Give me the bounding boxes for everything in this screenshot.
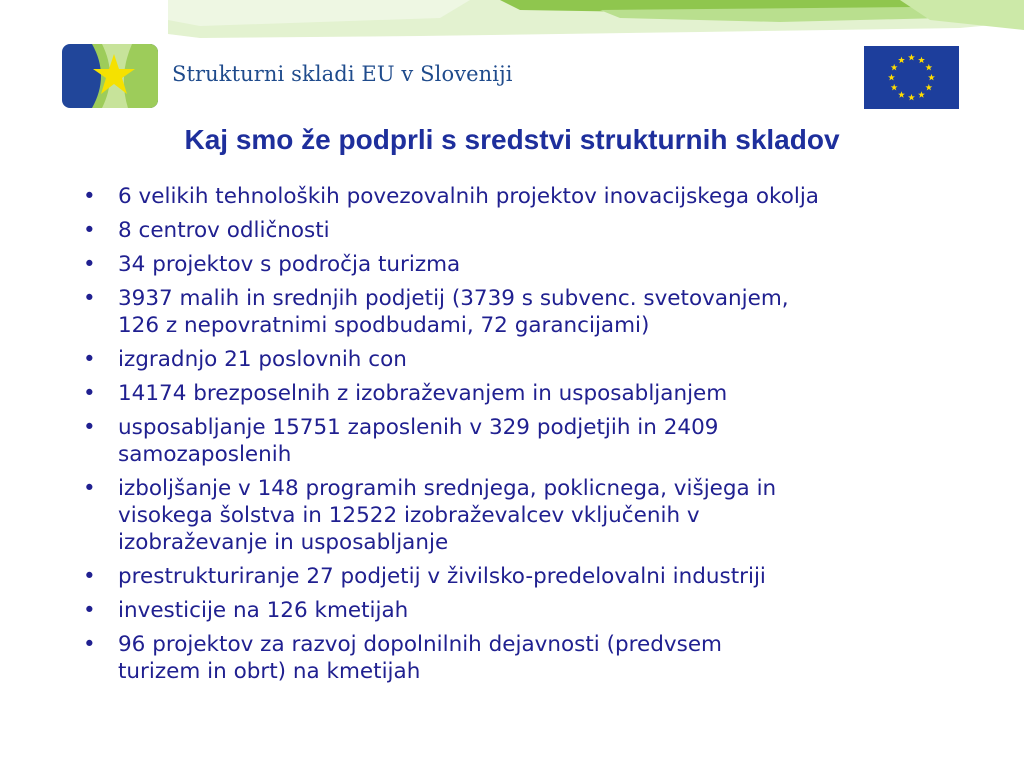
list-item-text: izgradnjo 21 poslovnih con — [118, 347, 407, 372]
list-item — [76, 563, 976, 590]
bullet-icon: • — [83, 598, 96, 623]
bullet-icon: • — [83, 184, 96, 209]
list-item-text: 14174 brezposelnih z izobraževanjem in usposabljanjem — [118, 381, 728, 406]
list-item-text: 96 projektov za razvoj dopolnilnih dejavnosti (predvsem turizem in obrt) na kmetijah — [118, 632, 722, 684]
list-item — [76, 346, 976, 373]
bullet-icon: • — [83, 381, 96, 406]
bullet-icon: • — [83, 564, 96, 589]
bullet-icon: • — [83, 347, 96, 372]
header-decoration — [0, 0, 1024, 40]
bullet-icon: • — [83, 415, 96, 440]
list-item — [76, 251, 976, 278]
list-item-text: 34 projektov s področja turizma — [118, 252, 461, 277]
list-item — [76, 597, 976, 624]
list-item — [76, 414, 976, 468]
slide-title: Kaj smo že podprli s sredstvi strukturnih skladov — [184, 124, 840, 155]
list-item — [76, 217, 976, 244]
list-item — [76, 380, 976, 407]
list-item — [76, 183, 976, 210]
list-item-text: 8 centrov odličnosti — [118, 218, 330, 243]
list-item — [76, 475, 976, 556]
bullet-list — [76, 183, 976, 692]
list-item-text: 6 velikih tehnoloških povezovalnih projektov inovacijskega okolja — [118, 184, 819, 209]
list-item-text: 3937 malih in srednjih podjetij (3739 s subvenc. svetovanjem, 126 z nepovratnimi spodbudami, 72 garancijami) — [118, 286, 789, 338]
bullet-icon: • — [83, 476, 96, 501]
bullet-icon: • — [83, 252, 96, 277]
list-item — [76, 631, 976, 685]
brand-title: Strukturni skladi EU v Sloveniji — [172, 62, 513, 86]
bullet-icon: • — [83, 218, 96, 243]
bullet-icon: • — [83, 632, 96, 657]
list-item-text: izboljšanje v 148 programih srednjega, poklicnega, višjega in visokega šolstva in 12522 izobraževalcev vključenih v izobraževanje in usposabljanje — [118, 476, 777, 555]
list-item — [76, 285, 976, 339]
list-item-text: investicije na 126 kmetijah — [118, 598, 409, 623]
eu-flag-icon — [864, 46, 959, 109]
list-item-text: usposabljanje 15751 zaposlenih v 329 podjetjih in 2409 samozaposlenih — [118, 415, 719, 467]
list-item-text: prestrukturiranje 27 podjetij v živilsko-predelovalni industriji — [118, 564, 766, 589]
bullet-icon: • — [83, 286, 96, 311]
structural-funds-logo — [62, 44, 158, 108]
